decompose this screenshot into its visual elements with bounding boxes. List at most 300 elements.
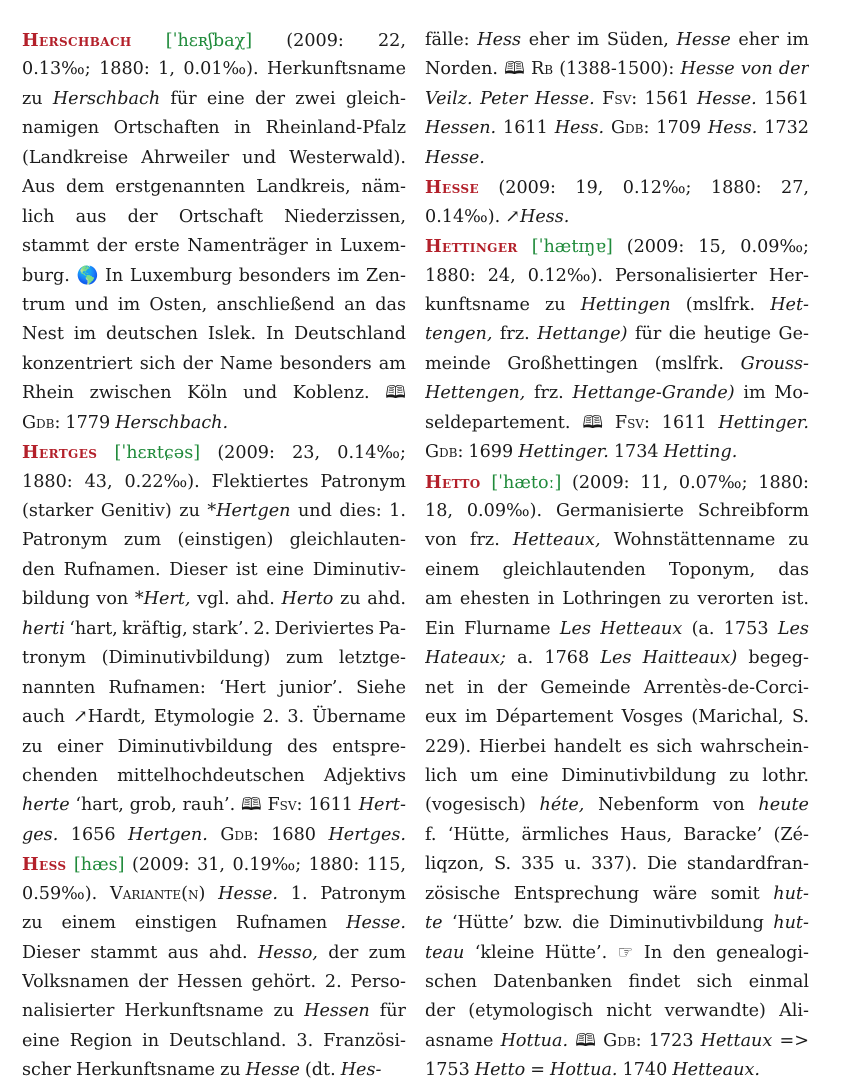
word: im: [73, 324, 97, 345]
word: 18,: [425, 501, 453, 521]
word: aus: [167, 942, 199, 963]
word: Namenträger: [187, 236, 308, 257]
word: ‘Hütte’: [451, 913, 515, 934]
word: In: [104, 265, 124, 286]
word: ist: [235, 559, 258, 580]
word: Hettengen,: [425, 383, 526, 404]
word: 3.: [287, 707, 305, 728]
word: am: [425, 589, 453, 610]
word: 1656: [70, 824, 116, 845]
word: Hesse.: [218, 883, 278, 904]
word: 24,: [487, 265, 516, 286]
globe-icon: 🌎: [76, 265, 99, 286]
word: frz.: [499, 324, 530, 345]
word: Veilz.: [425, 88, 473, 109]
headword: Hesse: [425, 177, 479, 199]
word: die: [572, 913, 600, 934]
word: Großhettingen: [507, 353, 638, 374]
book-icon: 🕮: [575, 1030, 596, 1051]
word: ist.: [781, 589, 809, 610]
word: Hottua.: [550, 1060, 618, 1081]
text-line: [22, 733, 406, 762]
word: der: [182, 353, 213, 374]
word: Hesse: [676, 30, 731, 50]
word: 0.59‰).: [22, 883, 98, 904]
word: begeg-: [748, 648, 809, 669]
pronunciation: [ˈhætoː]: [491, 472, 562, 493]
word: nalisierter: [22, 1001, 115, 1022]
word: Personalisierter: [614, 265, 757, 286]
word: 1561: [764, 88, 809, 109]
text-line: [22, 968, 406, 997]
word: vgl.: [197, 589, 230, 610]
word: hut-: [773, 883, 809, 904]
text-line: [425, 909, 809, 938]
word: 1.: [389, 501, 406, 521]
word: Rufnamen:: [108, 677, 206, 698]
word: (Diminutivbildung): [101, 648, 271, 669]
text-line: [425, 585, 809, 614]
word: 337).: [591, 854, 638, 875]
word: 3.: [296, 1030, 314, 1051]
text-line: [425, 850, 809, 879]
word: Rb: [531, 59, 554, 80]
word: die: [668, 324, 697, 345]
word: heute: [758, 795, 809, 816]
word: =: [530, 1060, 546, 1081]
word: findet: [628, 972, 681, 992]
word: Hesse.: [696, 88, 757, 109]
word: Hesse.: [425, 147, 485, 168]
word: 2.: [324, 972, 342, 992]
word: Arrentès-de-Corci-: [643, 677, 809, 698]
text-line: [425, 232, 809, 261]
text-line: [22, 909, 406, 938]
word: und: [243, 383, 278, 404]
word: Übername: [312, 707, 406, 728]
word: Diminutivbildung: [608, 913, 764, 934]
word: sich: [139, 353, 176, 374]
word: anschließend: [216, 294, 335, 315]
word: besonders: [279, 353, 372, 374]
word: Mo-: [774, 383, 809, 404]
word: Hesse.: [346, 913, 406, 934]
word: Hettange): [537, 324, 628, 345]
word: Herkunftsname: [124, 1001, 264, 1022]
word: 1768: [544, 648, 590, 669]
word: tengen,: [425, 324, 493, 345]
text-line: [425, 438, 809, 467]
word: 0.01‰).: [183, 59, 259, 80]
word: 22,: [377, 31, 406, 51]
word: Hesso,: [257, 942, 318, 963]
text-line: [425, 291, 809, 320]
text-line: [22, 674, 406, 703]
text-line: [22, 262, 406, 291]
word: deutschen: [105, 324, 198, 345]
word: (starker: [22, 501, 94, 521]
word: chenden: [22, 765, 98, 786]
word: Hess.: [554, 118, 605, 139]
book-icon: 🕮: [504, 59, 525, 80]
word: (2009:: [131, 855, 190, 876]
word: meinde: [425, 353, 491, 374]
word: eux: [425, 707, 457, 728]
word: 1611: [661, 412, 707, 433]
word: Diminutiv-: [312, 559, 406, 580]
word: ↗Hardt,: [73, 707, 146, 728]
word: Herkunftsname: [76, 1060, 216, 1081]
word: ‘Hütte,: [447, 824, 511, 845]
word: Hessen: [177, 972, 243, 992]
word: der: [328, 942, 359, 963]
word: 1753: [425, 1060, 470, 1081]
word: Gemeinde: [540, 677, 631, 698]
text-line: [425, 85, 809, 114]
word: zum: [286, 648, 324, 669]
word: 0.07‰;: [678, 472, 748, 493]
word: eher: [738, 30, 779, 50]
word: somit: [710, 883, 760, 904]
word: Köln: [187, 383, 228, 404]
word: Ge-: [778, 324, 809, 345]
word: Ahrweiler: [141, 147, 230, 168]
word: (vogesisch): [425, 795, 526, 816]
word: Hes-: [340, 1060, 382, 1081]
left-column: [22, 26, 406, 1086]
word: lich: [22, 206, 55, 227]
word: Hessen.: [425, 118, 497, 139]
word: Flurname: [464, 618, 551, 639]
word: nicht: [606, 1001, 652, 1022]
word: stammt: [22, 236, 90, 257]
word: der: [254, 88, 286, 109]
word: (mslfrk.: [685, 294, 756, 315]
word: genealogi-: [716, 942, 809, 963]
word: frz.: [533, 383, 564, 404]
word: des: [286, 736, 318, 757]
text-line: [22, 821, 406, 850]
word: von: [96, 589, 129, 610]
word: im: [117, 294, 141, 315]
word: 115,: [366, 855, 406, 876]
word: Herkunftsname: [266, 59, 406, 80]
text-line: [22, 320, 406, 349]
word: (a.: [691, 618, 715, 639]
word: Hetto: [474, 1060, 526, 1081]
word: Name: [219, 353, 273, 374]
text-line: [22, 644, 406, 673]
word: Patronym: [320, 471, 406, 492]
word: gleichlauten-: [289, 530, 406, 551]
text-line: [22, 26, 406, 55]
word: u.: [564, 854, 582, 875]
word: zu: [179, 501, 200, 521]
word: nannten: [22, 677, 96, 698]
word: verorten: [697, 589, 774, 610]
text-line: [425, 468, 809, 497]
word: zwischen: [89, 383, 172, 404]
text-line: [22, 468, 406, 497]
word: Perso-: [350, 972, 406, 992]
text-line: [22, 1027, 406, 1056]
pronunciation: [ˈhætɪŋɐ]: [531, 237, 613, 258]
word: Niederzissen,: [284, 206, 406, 227]
text-line: [22, 379, 406, 408]
word: herti: [22, 618, 65, 639]
word: 1880:: [425, 265, 476, 286]
word: In: [643, 942, 663, 963]
text-line: [22, 232, 406, 261]
word: wäre: [652, 883, 698, 904]
word: ahd.: [236, 589, 275, 610]
word: der: [497, 677, 528, 698]
word: um: [470, 765, 499, 786]
word: den: [672, 942, 706, 963]
word: Hettange-Grande): [572, 383, 735, 404]
word: Ali-: [779, 1001, 809, 1022]
word: ‘hart,: [75, 795, 124, 816]
word: grob,: [129, 795, 177, 816]
text-line: [22, 556, 406, 585]
word: ‘Hert: [218, 677, 266, 698]
book-icon: 🕮: [582, 412, 604, 433]
word: 0.12‰).: [527, 265, 603, 286]
text-line: [425, 55, 809, 84]
word: der: [96, 236, 127, 257]
text-line: [22, 114, 406, 143]
word: 1880:: [308, 855, 360, 876]
word: Wohnstättenname: [613, 530, 776, 551]
text-line: [425, 203, 809, 232]
word: Haus,: [620, 824, 673, 845]
word: 1880:: [22, 471, 73, 492]
word: Nest: [22, 324, 64, 345]
word: verwandte): [664, 1001, 766, 1022]
word: (dt.: [304, 1060, 336, 1081]
text-line: [425, 262, 809, 291]
word: am: [378, 353, 406, 374]
word: Hettinger.: [518, 442, 609, 463]
word: (2009:: [626, 237, 685, 258]
word: auch: [22, 707, 66, 728]
word: Hess.: [707, 118, 758, 139]
word: konzentriert: [22, 353, 133, 374]
word: und: [74, 294, 109, 315]
word: es: [629, 736, 649, 757]
word: teau: [425, 942, 465, 963]
word: (mslfrk.: [654, 353, 724, 374]
word: zösische: [425, 883, 501, 904]
word: Ein: [425, 618, 455, 639]
text-line: [425, 644, 809, 673]
word: 1740: [622, 1060, 668, 1081]
book-icon: 🕮: [385, 383, 406, 404]
headword: Hertges: [22, 442, 98, 464]
text-line: [425, 1056, 809, 1085]
word: 0.13‰;: [22, 59, 91, 80]
word: zu: [729, 765, 750, 786]
word: herte: [22, 795, 70, 816]
word: Patronym: [320, 883, 406, 904]
word: Toponym,: [668, 559, 756, 580]
word: näm-: [361, 177, 406, 198]
word: Norden.: [425, 59, 498, 80]
word: Hert-: [358, 795, 406, 816]
word: zum: [123, 530, 162, 551]
word: wahrschein-: [700, 736, 809, 757]
word: 0.14‰;: [337, 443, 406, 464]
text-line: [22, 350, 406, 379]
word: ahd.: [208, 942, 248, 963]
text-line: [22, 144, 406, 173]
word: Siehe: [356, 677, 406, 698]
word: einer: [56, 736, 104, 757]
text-line: [425, 526, 809, 555]
word: Osten,: [149, 294, 208, 315]
word: Luxem-: [340, 236, 406, 257]
word: entspre-: [332, 736, 406, 757]
word: Peter: [480, 88, 528, 109]
word: Hierbei: [478, 736, 546, 757]
word: net: [425, 677, 454, 698]
word: einem: [425, 559, 480, 580]
word: einmal: [748, 972, 809, 992]
word: burg.: [22, 265, 70, 286]
word: 2.: [253, 618, 271, 639]
word: Rhein: [22, 383, 74, 404]
word: Ortschaft: [178, 206, 264, 227]
text-line: [22, 791, 406, 820]
text-line: [22, 880, 406, 909]
word: S.: [494, 854, 512, 875]
text-line: [425, 173, 809, 202]
word: ärmliches: [521, 824, 609, 845]
text-line: [22, 703, 406, 732]
text-line: [22, 615, 406, 644]
word: gehört.: [251, 972, 317, 992]
word: letztge-: [338, 648, 406, 669]
word: 15,: [698, 237, 727, 258]
word: Nebenform: [598, 795, 700, 816]
word: (2009:: [217, 443, 275, 464]
word: Rheinland-Pfalz: [265, 118, 406, 139]
word: Adjektivs: [323, 765, 406, 786]
word: dies:: [339, 501, 382, 521]
word: bildung: [22, 589, 90, 610]
word: besonders: [238, 265, 331, 286]
word: Herto: [281, 589, 334, 610]
word: Baracke’: [683, 824, 763, 845]
word: Hess: [477, 30, 522, 50]
headword: Hess: [22, 854, 67, 876]
word: Herschbach: [52, 88, 161, 109]
word: Her-: [768, 265, 809, 286]
text-line: [425, 556, 809, 585]
word: in: [315, 236, 333, 257]
word: Deriviertes: [274, 618, 375, 639]
word: in: [234, 118, 252, 139]
word: für: [379, 1001, 406, 1022]
word: (2009:: [498, 178, 556, 199]
word: von: [712, 795, 745, 816]
word: *Hert,: [134, 589, 191, 610]
text-line: [425, 821, 809, 850]
word: liqzon,: [425, 854, 485, 875]
word: Volksnamen: [22, 972, 130, 992]
word: ges.: [22, 824, 59, 845]
word: einstigen: [134, 913, 217, 934]
headword: Herschbach: [22, 30, 132, 51]
word: 1680: [271, 824, 316, 845]
word: S.: [791, 707, 809, 728]
word: zu: [544, 294, 566, 315]
book-icon: 🕮: [240, 795, 262, 816]
word: Deutschland: [294, 324, 406, 345]
word: standardfran-: [686, 854, 809, 875]
word: zu: [340, 589, 361, 610]
word: 1699: [468, 442, 514, 463]
word: (einstigen): [177, 530, 274, 551]
word: Dieser: [22, 942, 80, 963]
text-line: [425, 968, 809, 997]
text-line: [22, 438, 406, 467]
word: Hütte’.: [544, 942, 608, 963]
word: eine: [22, 1030, 60, 1051]
word: Gdb:: [610, 118, 650, 139]
text-line: [425, 703, 809, 732]
text-line: [425, 880, 809, 909]
word: 1611: [503, 118, 548, 139]
word: Fsv:: [267, 795, 303, 816]
word: Diminutivbildung: [117, 736, 273, 757]
word: Lothringen: [562, 589, 662, 610]
word: 1611: [308, 795, 353, 816]
word: hut-: [773, 913, 809, 934]
text-line: [425, 379, 809, 408]
word: Hateaux;: [425, 648, 506, 669]
word: stark’.: [192, 618, 250, 639]
word: kunftsname: [425, 294, 530, 315]
word: sich: [696, 972, 733, 992]
word: Flektiertes: [211, 471, 309, 492]
text-line: [425, 939, 809, 968]
word: zu: [22, 88, 43, 109]
word: 31,: [197, 855, 225, 876]
word: fälle:: [425, 30, 470, 50]
word: Gdb:: [603, 1030, 642, 1051]
word: zu: [273, 1001, 295, 1022]
word: zu: [220, 1060, 241, 1081]
word: einem: [61, 913, 116, 934]
word: 1732: [764, 118, 809, 139]
word: eine: [206, 88, 245, 109]
word: Herschbach.: [115, 412, 229, 433]
word: 19,: [575, 178, 604, 199]
word: trum: [22, 294, 66, 315]
word: ‘kleine: [474, 942, 535, 963]
word: Zen-: [366, 265, 406, 286]
word: Islek.: [207, 324, 257, 345]
word: Hertges.: [328, 824, 406, 845]
word: 2.: [262, 707, 280, 728]
text-line: [425, 733, 809, 762]
word: handelt: [553, 736, 622, 757]
word: zu: [788, 530, 809, 551]
text-line: [425, 791, 809, 820]
word: Etymologie: [153, 707, 255, 728]
word: Französi-: [323, 1030, 406, 1051]
